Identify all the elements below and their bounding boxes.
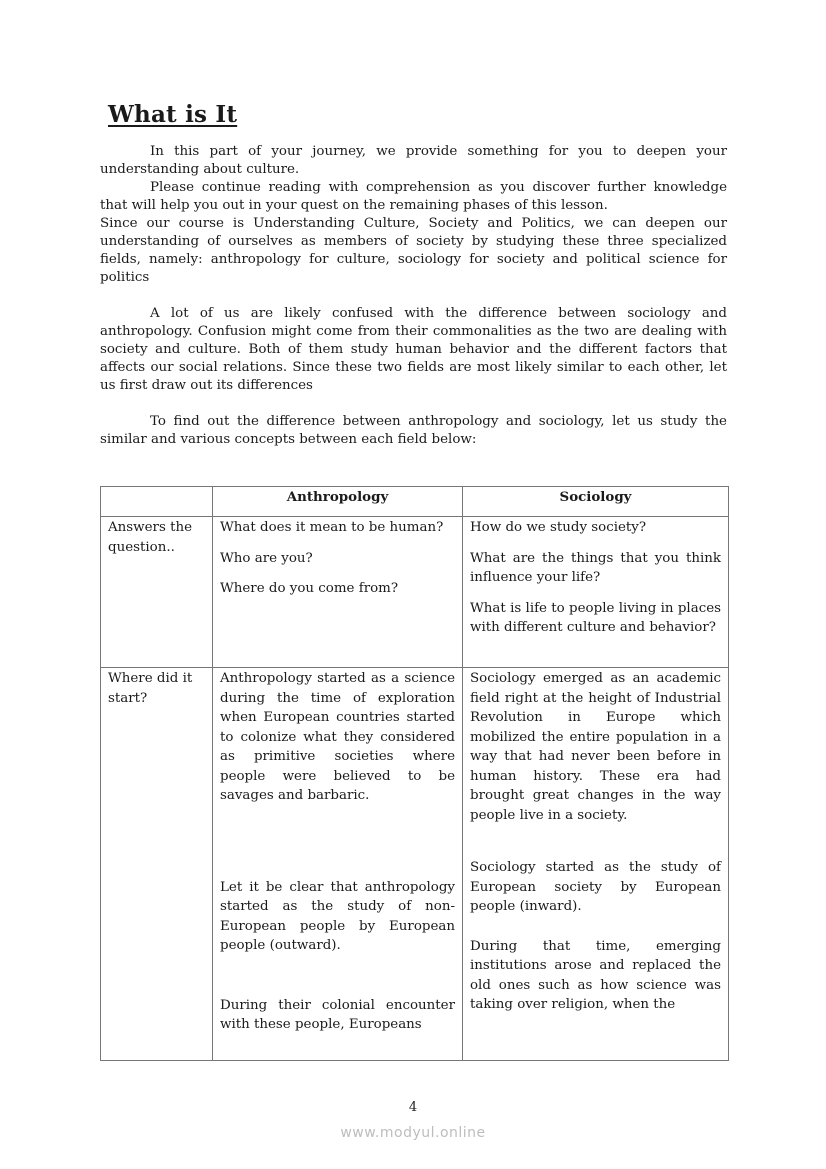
header-anthropology: Anthropology	[213, 487, 463, 517]
cell-text: Sociology started as the study of European society by European people (inward).	[470, 860, 721, 914]
cell-text: During that time, emerging institutions arose and replaced the old ones such as how science was taking over religion, when the	[470, 938, 721, 1012]
anthropology-cell	[213, 517, 463, 668]
header-sociology: Sociology	[463, 487, 729, 517]
sociology-cell	[463, 517, 729, 668]
cell-text: During their colonial encounter with these people, Europeans	[220, 997, 455, 1032]
paragraph-2: Please continue reading with comprehension as you discover further knowledge that will help you out in your quest on the remaining phases of this lesson.	[100, 180, 727, 213]
row-label: Answers the question..	[101, 517, 213, 668]
cell-text: What is life to people living in places with different culture and behavior?	[470, 600, 721, 635]
comparison-table	[100, 486, 729, 1061]
table-header-row	[101, 487, 729, 517]
table-row	[101, 517, 729, 668]
cell-text: Where do you come from?	[220, 581, 399, 596]
page-number: 4	[408, 1100, 418, 1115]
section-heading: What is It	[108, 101, 238, 128]
cell-text: What does it mean to be human?	[220, 520, 444, 535]
cell-text: What are the things that you think influence your life?	[470, 550, 721, 585]
cell-text: Anthropology started as a science during the time of exploration when European countries started to colonize what they considered as primitive societies where people were believed to be savages and barbaric.	[220, 671, 455, 803]
header-empty	[101, 487, 213, 517]
anthropology-cell	[213, 668, 463, 1061]
watermark: www.modyul.online	[340, 1125, 486, 1141]
cell-text: Let it be clear that anthropology started as the study of non-European people by European people (outward).	[220, 879, 455, 953]
paragraph-3: Since our course is Understanding Culture, Society and Politics, we can deepen our understanding of ourselves as members of society by studying these three specialized fields, namely: anthropology for culture, sociology for society and political science for politics	[100, 216, 727, 285]
cell-text: Sociology emerged as an academic field right at the height of Industrial Revolution in Europe which mobilized the entire population in a way that had never been before in human history. These era had brought great changes in the way people live in a society.	[470, 671, 721, 823]
intro-text	[100, 143, 727, 449]
cell-text: Who are you?	[220, 550, 313, 566]
paragraph-4: A lot of us are likely confused with the difference between sociology and anthropology. Confusion might come from their commonalities as the two are dealing with society and culture. Both of them study human behavior and the different factors that affects our social relations. Since these two fields are most likely similar to each other, let us first draw out its differences	[100, 306, 727, 393]
paragraph-5: To find out the difference between anthropology and sociology, let us study the similar and various concepts between each field below:	[100, 414, 727, 447]
table-row	[101, 668, 729, 1061]
sociology-cell	[463, 668, 729, 1061]
cell-text: How do we study society?	[470, 520, 647, 535]
paragraph-1: In this part of your journey, we provide something for you to deepen your understanding about culture.	[100, 144, 727, 177]
row-label: Where did it start?	[101, 668, 213, 1061]
